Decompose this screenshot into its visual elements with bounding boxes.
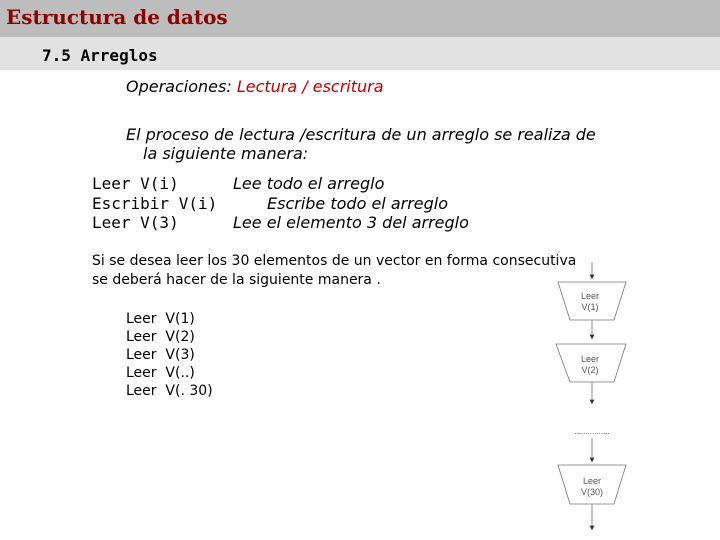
slide-title: Estructura de datos [6, 5, 228, 29]
read-line-1: Leer V(1) [126, 311, 195, 327]
example-line-1: Si se desea leer los 30 elementos de un vector en forma consecutiva [92, 253, 577, 269]
flow-block-2-line-2: V(2) [581, 365, 599, 375]
title-bar [0, 0, 720, 37]
command-2: Escribir V(i) [92, 194, 218, 213]
operations-value: Lectura / escritura [236, 77, 384, 96]
command-1-description: Lee todo el arreglo [233, 174, 385, 193]
read-line-5: Leer V(. 30) [126, 383, 213, 399]
operations-heading [126, 77, 384, 96]
flow-block-3-line-2: V(30) [580, 487, 604, 497]
intro-paragraph [126, 125, 686, 163]
flow-block-1 [558, 282, 626, 320]
flow-ellipsis: ................ [574, 427, 610, 436]
flow-block-3-line-1: Leer [582, 476, 602, 486]
flow-block-1-line-1: Leer [580, 291, 600, 301]
read-line-2: Leer V(2) [126, 329, 195, 345]
flow-block-1-line-2: V(1) [581, 302, 599, 312]
intro-line-1: El proceso de lectura /escritura de un arreglo se realiza de [126, 125, 596, 144]
read-flowchart [548, 262, 638, 534]
flow-block-2-line-1: Leer [580, 354, 600, 364]
read-sequence [126, 310, 213, 400]
section-subtitle: 7.5 Arreglos [42, 46, 158, 65]
example-line-2: se deberá hacer de la siguiente manera . [92, 272, 381, 288]
command-3-description: Lee el elemento 3 del arreglo [233, 213, 469, 232]
subtitle-bar [0, 37, 720, 70]
read-line-3: Leer V(3) [126, 347, 195, 363]
command-3: Leer V(3) [92, 213, 179, 232]
command-2-description: Escribe todo el arreglo [267, 194, 449, 213]
read-line-4: Leer V(..) [126, 365, 195, 381]
command-1: Leer V(i) [92, 174, 179, 193]
intro-line-2: la siguiente manera: [143, 144, 309, 163]
operations-label: Operaciones: [126, 77, 232, 96]
